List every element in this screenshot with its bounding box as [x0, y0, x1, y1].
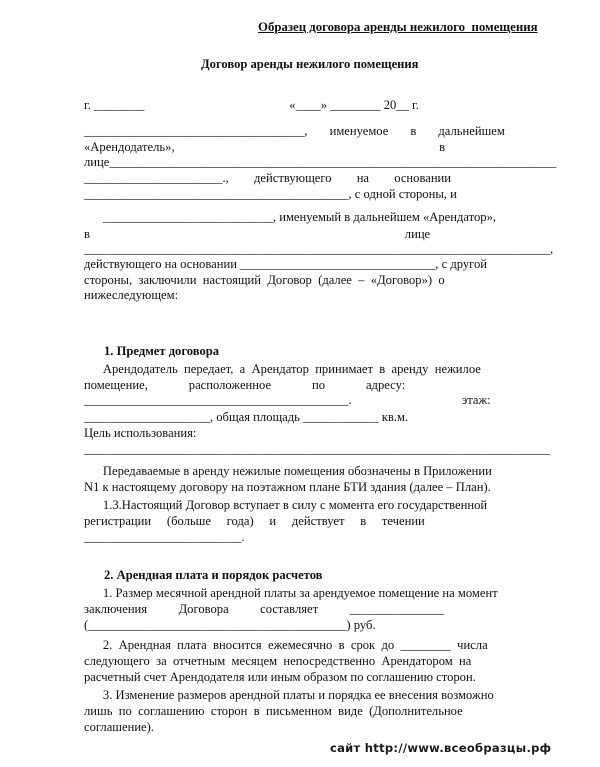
section-1-line: N1 к настоящему договору на поэтажном плане БТИ здания (далее – План).	[84, 480, 491, 494]
preamble-line: нижеследующем:	[84, 288, 179, 302]
sample-title: Образец договора аренды нежилого помещения	[258, 20, 538, 34]
preamble-line: действующего на основании _______________________________, с другой	[84, 257, 488, 271]
preamble-line: ______________________., действующего на основании	[84, 171, 452, 185]
section-1-heading: 1. Предмет договора	[104, 344, 220, 358]
city-date-line: г. ________ «____» ________ 20__ г.	[84, 98, 419, 112]
section-1-line: Передаваемые в аренду нежилые помещения обозначены в Приложении	[84, 464, 492, 478]
section-1-line: __________________________________________. этаж:	[84, 393, 491, 407]
site-watermark: сайт http://www.всеобразцы.рф	[330, 741, 552, 755]
section-2-line: лишь по соглашению сторон в письменном виде (Дополнительное	[84, 704, 463, 718]
section-1-line: ____________________, общая площадь ____________ кв.м.	[84, 410, 409, 424]
preamble-line: стороны, заключили настоящий Договор (далее – «Договор») о	[84, 273, 445, 287]
section-2-line: 2. Арендная плата вносится ежемесячно в срок до ________ числа	[84, 638, 488, 652]
preamble-line: __________________________________________________________________________,	[84, 242, 554, 256]
section-1-line: помещение, расположенное по адресу:	[84, 378, 406, 392]
preamble-line: в лице	[84, 227, 431, 241]
preamble-line: ___________________________, именуемый в дальнейшем «Арендатор»,	[84, 210, 497, 224]
section-1-line: __________________________________________________________________________	[84, 442, 550, 456]
preamble-line: __________________________________________, с одной стороны, и	[84, 187, 457, 201]
section-1-line: Арендодатель передает, а Арендатор принимает в аренду нежилое	[84, 362, 481, 376]
section-2-heading: 2. Арендная плата и порядок расчетов	[104, 568, 323, 582]
section-2-line: заключения Договора составляет _______________	[84, 602, 445, 616]
preamble-line: ___________________________________, именуемое в дальнейшем	[84, 124, 505, 138]
section-2-line: 3. Изменение размеров арендной платы и порядка ее внесения возможно	[84, 688, 494, 702]
document-title: Договор аренды нежилого помещения	[201, 57, 419, 71]
section-2-line: соглашение).	[84, 720, 154, 734]
section-2-line: следующего за отчетным месяцем непосредственно Арендатором на	[84, 654, 472, 668]
section-1-line: _________________________.	[84, 530, 245, 544]
section-2-line: расчетный счет Арендодателя или иным образом по соглашению сторон.	[84, 670, 476, 684]
section-1-line: 1.3.Настоящий Договор вступает в силу с момента его государственной	[84, 498, 488, 512]
preamble-line: лице_______________________________________________________________________	[84, 155, 557, 169]
section-1-line: Цель использования:	[84, 426, 197, 440]
section-2-line: (_________________________________________) руб.	[84, 618, 376, 632]
section-1-line: регистрации (больше года) и действует в течении	[84, 514, 425, 528]
preamble-line: «Арендодатель», в	[84, 140, 446, 154]
section-2-line: 1. Размер месячной арендной платы за арендуемое помещение на момент	[84, 586, 498, 600]
